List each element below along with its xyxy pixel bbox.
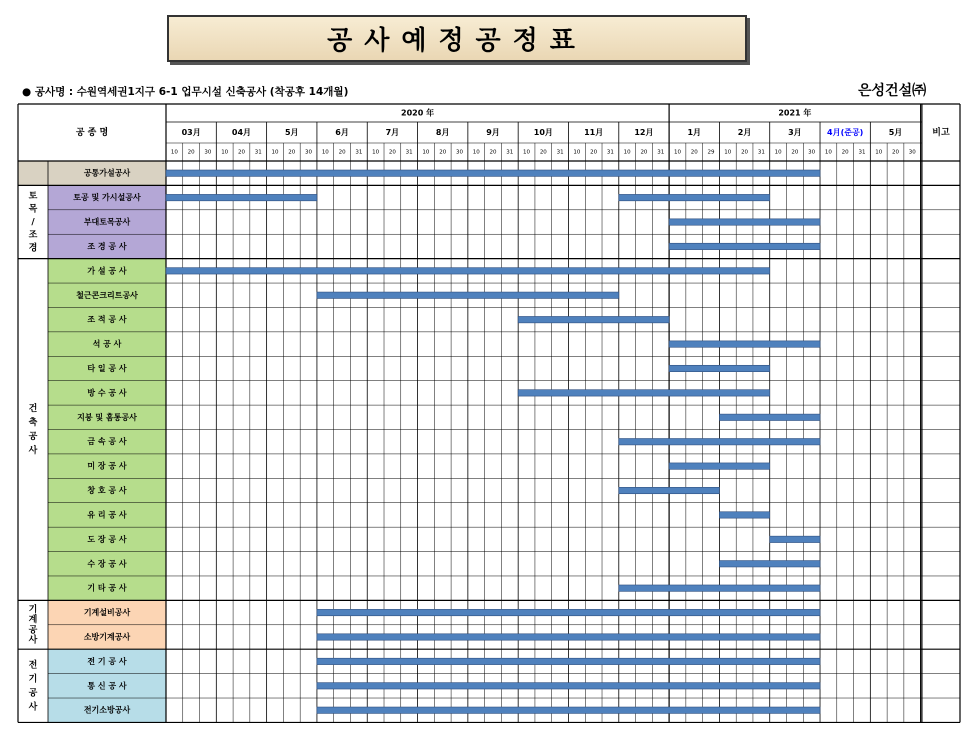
month-label: 03月 xyxy=(181,128,201,137)
trade-name: 부대토목공사 xyxy=(83,217,131,227)
trade-name: 전기소방공사 xyxy=(83,705,131,715)
day-label: 20 xyxy=(237,149,245,156)
day-label: 20 xyxy=(539,149,547,156)
day-label: 10 xyxy=(372,149,380,156)
schedule-bar xyxy=(719,512,769,518)
day-label: 29 xyxy=(707,149,715,156)
day-label: 31 xyxy=(657,149,665,156)
trade-name: 유 리 공 사 xyxy=(87,510,127,520)
day-label: 20 xyxy=(741,149,749,156)
company-name: 은성건설㈜ xyxy=(858,83,927,99)
schedule-bar xyxy=(669,219,820,225)
day-label: 10 xyxy=(321,149,329,156)
group-label-char: 공 xyxy=(28,625,38,636)
trade-name: 조 적 공 사 xyxy=(87,315,127,325)
schedule-bar xyxy=(518,316,669,322)
year-label: 2021 年 xyxy=(778,108,812,118)
project-name: ● 공사명 : 수원역세권1지구 6-1 업무시설 신축공사 (착공후 14개월) xyxy=(22,86,349,98)
group-label-char: 축 xyxy=(28,418,38,429)
schedule-bar xyxy=(619,487,720,493)
day-label: 31 xyxy=(254,149,262,156)
day-label: 31 xyxy=(355,149,363,156)
trade-name: 도 장 공 사 xyxy=(87,534,127,544)
schedule-bar xyxy=(317,292,619,298)
page-title-text: 공사예정공정표 xyxy=(327,26,587,56)
schedule-bar xyxy=(317,609,820,615)
day-label: 31 xyxy=(405,149,413,156)
month-label: 4月(준공) xyxy=(827,128,864,137)
trade-name: 기 타 공 사 xyxy=(87,583,127,593)
month-label: 7月 xyxy=(385,128,400,137)
trade-name: 가 설 공 사 xyxy=(87,266,127,276)
month-label: 12月 xyxy=(634,128,654,137)
group-label-char: 토 xyxy=(28,191,38,202)
schedule-bar xyxy=(317,658,820,664)
trade-name: 토공 및 가시설공사 xyxy=(73,193,141,203)
day-label: 20 xyxy=(439,149,447,156)
schedule-bar xyxy=(166,268,770,274)
day-label: 30 xyxy=(908,149,916,156)
day-label: 31 xyxy=(858,149,866,156)
day-label: 20 xyxy=(489,149,497,156)
day-label: 30 xyxy=(808,149,816,156)
schedule-bar xyxy=(669,341,820,347)
schedule-bar xyxy=(669,463,770,469)
day-label: 10 xyxy=(573,149,581,156)
day-label: 10 xyxy=(422,149,430,156)
day-label: 20 xyxy=(841,149,849,156)
group-label-char: 건 xyxy=(28,404,38,415)
schedule-bar xyxy=(669,243,820,249)
month-label: 5月 xyxy=(284,128,299,137)
trade-name: 미 장 공 사 xyxy=(87,461,127,471)
day-label: 20 xyxy=(338,149,346,156)
schedule-bar xyxy=(166,194,317,200)
group-label-char: 사 xyxy=(28,446,38,457)
trade-name: 석 공 사 xyxy=(92,339,122,349)
day-label: 31 xyxy=(606,149,614,156)
schedule-bar xyxy=(669,365,770,371)
day-label: 20 xyxy=(590,149,598,156)
day-label: 10 xyxy=(523,149,531,156)
month-label: 2月 xyxy=(737,128,752,137)
group-label-cell xyxy=(18,259,48,601)
month-label: 04月 xyxy=(231,128,252,137)
day-label: 10 xyxy=(623,149,631,156)
trade-name: 지붕 및 홈통공사 xyxy=(77,412,137,422)
trade-name: 타 일 공 사 xyxy=(87,363,127,373)
day-label: 10 xyxy=(875,149,883,156)
day-label: 10 xyxy=(724,149,732,156)
month-label: 1月 xyxy=(687,128,702,137)
schedule-bar xyxy=(166,170,820,176)
month-label: 5月 xyxy=(888,128,903,137)
schedule-bar xyxy=(317,634,820,640)
day-label: 10 xyxy=(221,149,229,156)
schedule-bar xyxy=(619,585,820,591)
day-label: 30 xyxy=(455,149,463,156)
group-label-char: / xyxy=(31,217,35,228)
group-label-char: 공 xyxy=(28,432,38,443)
group-label-char: 사 xyxy=(28,702,38,713)
schedule-bar xyxy=(619,194,770,200)
month-label: 11月 xyxy=(584,128,604,137)
day-label: 20 xyxy=(640,149,648,156)
day-label: 20 xyxy=(690,149,698,156)
day-label: 30 xyxy=(305,149,313,156)
day-label: 31 xyxy=(757,149,765,156)
day-label: 31 xyxy=(556,149,564,156)
month-label: 6月 xyxy=(335,128,349,137)
day-label: 10 xyxy=(673,149,681,156)
trade-name: 창 호 공 사 xyxy=(87,486,127,496)
trade-name: 금 속 공 사 xyxy=(87,437,127,447)
month-label: 9月 xyxy=(486,128,500,137)
day-label: 20 xyxy=(791,149,799,156)
group-label-char: 기 xyxy=(28,674,38,685)
day-label: 20 xyxy=(187,149,195,156)
trade-name: 공통가설공사 xyxy=(83,168,131,178)
month-label: 8月 xyxy=(435,128,450,137)
day-label: 10 xyxy=(271,149,279,156)
day-label: 20 xyxy=(388,149,396,156)
month-label: 10月 xyxy=(533,128,553,137)
group-label-char: 기 xyxy=(28,604,38,615)
day-label: 30 xyxy=(204,149,212,156)
day-label: 10 xyxy=(824,149,832,156)
schedule-bar xyxy=(719,561,820,567)
day-label: 10 xyxy=(170,149,178,156)
group-label-char: 전 xyxy=(28,660,38,671)
trade-name: 방 수 공 사 xyxy=(87,388,127,398)
schedule-bar xyxy=(770,536,820,542)
trade-name: 기계설비공사 xyxy=(83,608,131,618)
group-label-char: 목 xyxy=(28,204,38,215)
group-label-char: 사 xyxy=(28,635,38,646)
trade-name: 통 신 공 사 xyxy=(87,681,127,691)
year-label: 2020 年 xyxy=(401,108,435,118)
day-label: 10 xyxy=(774,149,782,156)
day-label: 31 xyxy=(506,149,514,156)
remarks-header: 비고 xyxy=(932,128,950,138)
month-label: 3月 xyxy=(788,128,802,137)
day-label: 10 xyxy=(472,149,480,156)
group-label-char: 조 xyxy=(28,230,38,241)
trade-name: 소방기계공사 xyxy=(83,632,131,642)
trade-name: 조 경 공 사 xyxy=(87,241,127,251)
day-label: 20 xyxy=(288,149,296,156)
trade-name: 철근콘크리트공사 xyxy=(76,290,138,300)
trade-header: 공 종 명 xyxy=(75,128,109,138)
schedule-bar xyxy=(317,683,820,689)
trade-name: 전 기 공 사 xyxy=(87,656,127,666)
group-label-char: 계 xyxy=(28,615,38,626)
schedule-bar xyxy=(317,707,820,713)
group-label-char: 공 xyxy=(28,688,38,699)
trade-name: 수 장 공 사 xyxy=(87,559,127,569)
day-label: 20 xyxy=(891,149,899,156)
schedule-bar xyxy=(518,390,770,396)
schedule-bar xyxy=(719,414,820,420)
schedule-bar xyxy=(619,439,820,445)
group-label-char: 경 xyxy=(28,243,38,254)
